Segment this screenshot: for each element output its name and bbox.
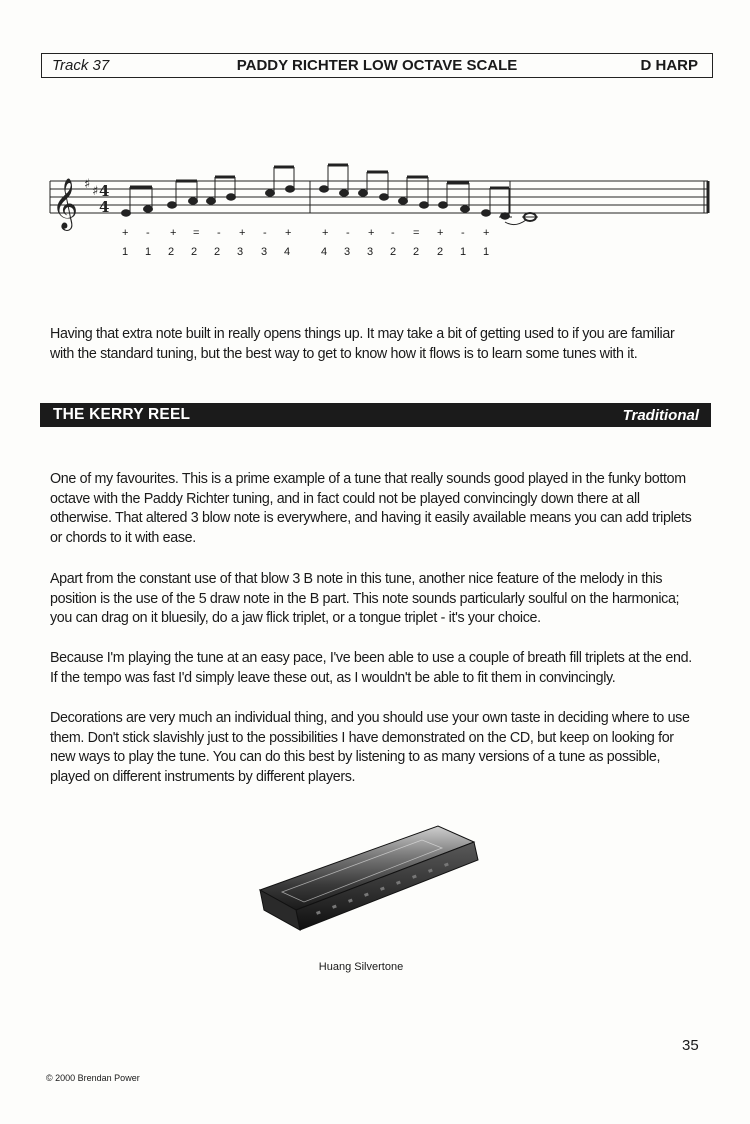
breath-sign: -: [217, 227, 221, 239]
breath-sign: =: [413, 227, 420, 239]
hole-number: 1: [145, 246, 152, 258]
harmonica-image: [252, 820, 492, 940]
breath-sign: +: [322, 227, 329, 239]
hole-number: 2: [413, 246, 420, 258]
section-heading: [40, 403, 711, 427]
body-paragraph: Apart from the constant use of that blow 3 B note in this tune, another nice feature of the melody in this position is the use of the 5 draw note in the B part. This note sounds particularly soulful on the harmonica; you can drag on it bluesily, do a jaw flick triplet, or a tongue triplet - it's your choice.: [50, 571, 680, 627]
hole-number: 2: [191, 246, 198, 258]
hole-number: 4: [321, 246, 328, 258]
breath-sign: +: [437, 227, 444, 239]
hole-number: 2: [390, 246, 397, 258]
time-sig-top: 4: [99, 182, 110, 200]
hole-number: 2: [214, 246, 221, 258]
track-header: [41, 53, 713, 78]
breath-sign: =: [193, 227, 200, 239]
tune-origin: Traditional: [622, 407, 699, 424]
track-number: Track 37: [52, 57, 110, 74]
body-paragraph: One of my favourites. This is a prime example of a tune that really sounds good played in the funky bottom octave with the Paddy Richter tuning, and in fact could not be played convincingly down there at all otherwise. That altered 3 blow note is everywhere, and having it easily available means you can add triplets or chords to it with ease.: [50, 471, 692, 546]
descending-notes: [320, 165, 539, 225]
sharp-f: ♯: [84, 177, 91, 192]
hole-number: 3: [261, 246, 268, 258]
breath-sign: +: [170, 227, 177, 239]
breath-sign: +: [239, 227, 246, 239]
body-paragraph: Because I'm playing the tune at an easy pace, I've been able to use a couple of breath fill triplets at the end. If the tempo was fast I'd simply leave these out, as I wouldn't be able to fit them in convincingly.: [50, 650, 692, 686]
treble-clef: 𝄞: [52, 178, 79, 229]
breath-sign: -: [263, 227, 267, 239]
breath-sign: +: [483, 227, 490, 239]
breath-sign: +: [122, 227, 129, 239]
time-sig-bottom: 4: [99, 198, 110, 216]
sharp-c: ♯: [92, 184, 99, 199]
page-number: 35: [682, 1037, 699, 1054]
hole-number: 2: [168, 246, 175, 258]
hole-number: 1: [460, 246, 467, 258]
hole-number: 1: [483, 246, 490, 258]
hole-number: 3: [237, 246, 244, 258]
hole-number: 3: [344, 246, 351, 258]
hole-number: 3: [367, 246, 374, 258]
breath-sign: -: [146, 227, 150, 239]
intro-paragraph: Having that extra note built in really opens things up. It may take a bit of getting used to if you are familiar with the standard tuning, but the best way to get to know how it flows is to learn some tunes with it.: [50, 326, 675, 362]
breath-sign: -: [461, 227, 465, 239]
hole-number: 4: [284, 246, 291, 258]
breath-sign: +: [368, 227, 375, 239]
tune-title: THE KERRY REEL: [53, 406, 191, 423]
breath-sign: -: [391, 227, 395, 239]
hole-number: 1: [122, 246, 129, 258]
breath-sign: +: [285, 227, 292, 239]
ascending-notes: [122, 167, 295, 216]
image-caption: Huang Silvertone: [318, 961, 404, 973]
scale-title: PADDY RICHTER LOW OCTAVE SCALE: [236, 57, 518, 74]
body-paragraph: Decorations are very much an individual thing, and you should use your own taste in deciding where to use them. Don't stick slavishly just to the possibilities I have demonstrated on the CD, but keep on looking for new ways to play the tune. You can do this best by listening to as many versions of a tune as possible, played on different instruments by different players.: [50, 710, 690, 785]
hole-number: 2: [437, 246, 444, 258]
harp-key: D HARP: [640, 57, 698, 74]
copyright-notice: © 2000 Brendan Power: [46, 1073, 140, 1083]
breath-sign: -: [346, 227, 350, 239]
